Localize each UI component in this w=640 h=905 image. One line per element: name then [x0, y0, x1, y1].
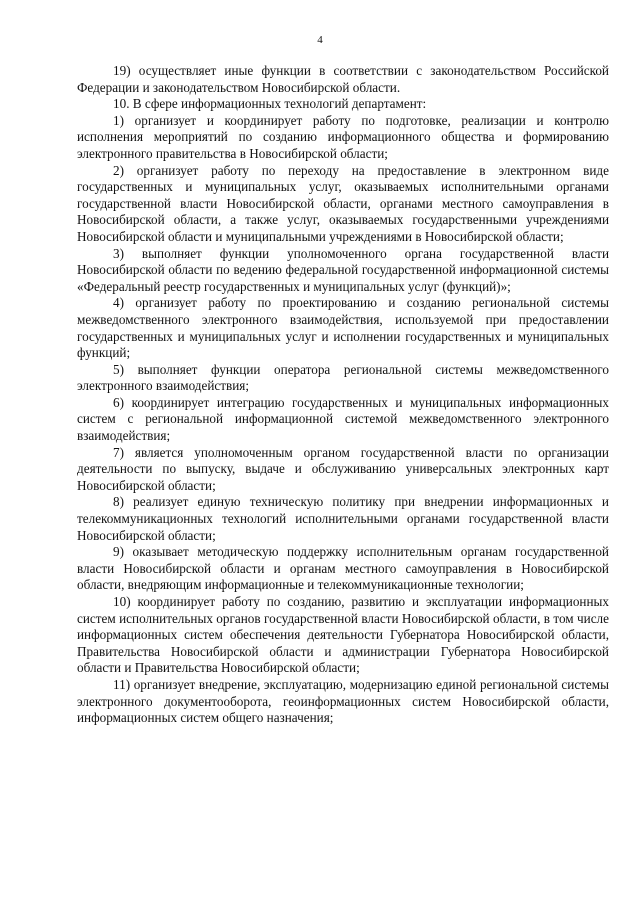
paragraph-item-2: 2) организует работу по переходу на предоставление в электронном виде государственных и муниципальных услуг, оказываемых исполнительными органами государственной власти Новосибирской области, органами местного самоуправления в Новосибирской области, а также услуг, оказываемых государственными учреждениями Новосибирской области и муниципальными учреждениями в Новосибирской области; — [77, 162, 609, 244]
paragraph-item-4: 4) организует работу по проектированию и созданию региональной системы межведомственного электронного взаимодействия, используемой при предоставлении государственных и муниципальных услуг и исполнении государственных и муниципальных функций; — [77, 295, 609, 361]
page-number: 4 — [317, 34, 323, 46]
paragraph-item-7: 7) является уполномоченным органом государственной власти по организации деятельности по выпуску, выдаче и обслуживанию универсальных электронных карт Новосибирской области; — [77, 444, 609, 493]
paragraph-item-1: 1) организует и координирует работу по подготовке, реализации и контролю исполнения мероприятий по созданию информационного общества и формированию электронного правительства в Новосибирской области; — [77, 112, 609, 161]
paragraph-item-8: 8) реализует единую техническую политику при внедрении информационных и телекоммуникационных технологий исполнительными органами государственной власти Новосибирской области; — [77, 494, 609, 543]
paragraph-item-11: 11) организует внедрение, эксплуатацию, модернизацию единой региональной системы электронного документооборота, геоинформационных систем Новосибирской области, информационных систем общего назначения; — [77, 676, 609, 726]
paragraph-item-9: 9) оказывает методическую поддержку исполнительным органам государственной власти Новосибирской области и органам местного самоуправления в Новосибирской области, внедряющим информационные и телекоммуникационные технологии; — [77, 544, 609, 593]
paragraph-item-5: 5) выполняет функции оператора региональной системы межведомственного электронного взаимодействия; — [77, 361, 609, 394]
paragraph-item-19: 19) осуществляет иные функции в соответствии с законодательством Российской Федерации и законодательством Новосибирской области. — [77, 63, 609, 95]
section-10-heading: 10. В сфере информационных технологий департамент: — [113, 96, 427, 112]
paragraph-item-6: 6) координирует интеграцию государственных и муниципальных информационных систем с региональной информационной системой межведомственного электронного взаимодействия; — [77, 394, 609, 444]
paragraph-item-10: 10) координирует работу по созданию, развитию и эксплуатации информационных систем исполнительных органов государственной власти Новосибирской области, в том числе информационных систем обеспечения деятельности Губернатора Новосибирской области, Правительства Новосибирской области и администрации Губернатора Новосибирской области и Правительства Новосибирской области; — [77, 594, 609, 676]
document-body — [77, 63, 609, 727]
paragraph-item-3: 3) выполняет функции уполномоченного органа государственной власти Новосибирской области по ведению федеральной государственной информационной системы «Федеральный реестр государственных и муниципальных услуг (функций)»; — [77, 245, 609, 294]
